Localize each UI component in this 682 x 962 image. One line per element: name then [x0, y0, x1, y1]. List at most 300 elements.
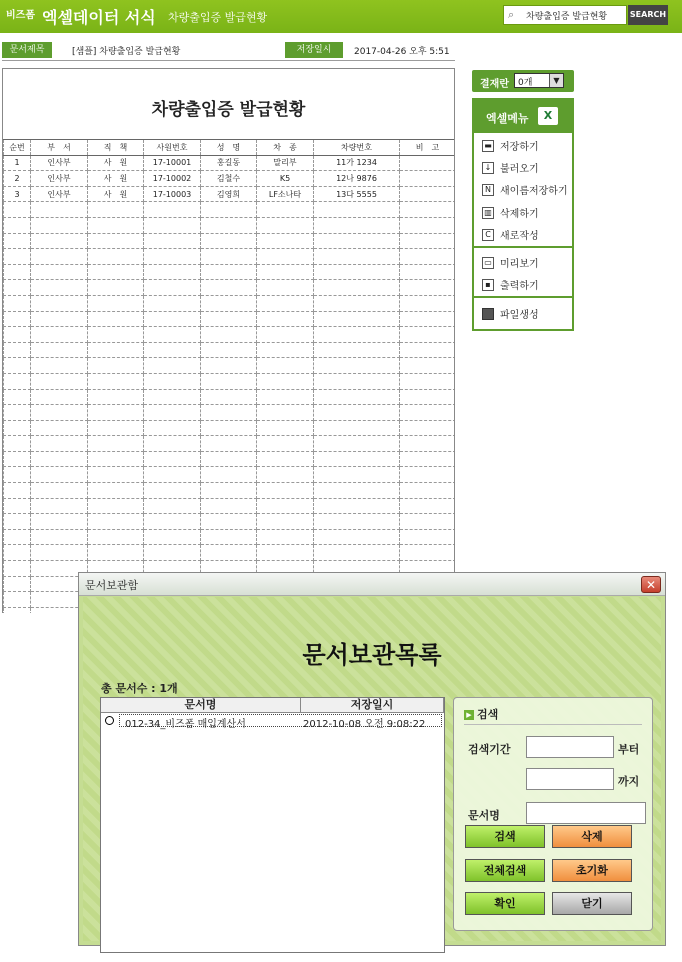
table-cell[interactable] [31, 373, 88, 389]
trash-icon: ▥ [482, 207, 494, 219]
table-cell[interactable] [88, 483, 144, 499]
menu-item-load[interactable] [482, 160, 539, 178]
table-cell[interactable] [314, 514, 400, 530]
menu-item-print[interactable] [482, 277, 539, 295]
new-doc-icon: C [482, 229, 494, 241]
menu-item-save-as[interactable] [482, 182, 568, 200]
table-row [4, 373, 456, 389]
to-suffix: 까지 [618, 775, 640, 788]
table-cell[interactable] [201, 217, 257, 233]
menu-divider [474, 296, 572, 298]
table-cell[interactable] [314, 405, 400, 421]
table-cell[interactable] [201, 467, 257, 483]
close-button[interactable]: 닫기 [552, 892, 632, 915]
table-cell[interactable] [314, 451, 400, 467]
table-cell[interactable] [400, 327, 456, 343]
table-cell[interactable] [314, 358, 400, 374]
table-cell[interactable]: 김철수 [201, 171, 257, 187]
table-cell[interactable] [400, 467, 456, 483]
table-cell[interactable] [144, 514, 201, 530]
menu-item-new[interactable] [482, 227, 539, 245]
table-cell[interactable] [31, 280, 88, 296]
close-icon[interactable]: ✕ [641, 576, 661, 593]
table-cell[interactable] [314, 389, 400, 405]
table-cell[interactable] [144, 249, 201, 265]
document-name-field[interactable] [526, 802, 646, 824]
table-cell[interactable] [257, 498, 314, 514]
menu-item-label: 새이름저장하기 [500, 186, 568, 197]
table-cell[interactable]: LF소나타 [257, 186, 314, 202]
table-cell[interactable] [201, 358, 257, 374]
table-cell[interactable] [88, 327, 144, 343]
table-cell[interactable] [400, 233, 456, 249]
table-cell[interactable]: 인사부 [31, 171, 88, 187]
table-cell[interactable] [201, 498, 257, 514]
table-cell[interactable] [31, 202, 88, 218]
table-cell[interactable] [88, 373, 144, 389]
table-cell[interactable] [257, 295, 314, 311]
table-cell[interactable] [144, 202, 201, 218]
table-cell[interactable] [314, 264, 400, 280]
table-cell[interactable] [314, 342, 400, 358]
sheet-title: 차량출입증 발급현황 [151, 100, 306, 120]
table-cell[interactable] [257, 483, 314, 499]
table-cell[interactable] [4, 295, 31, 311]
dialog-heading: 문서보관목록 [302, 641, 442, 669]
table-cell[interactable] [88, 498, 144, 514]
table-cell[interactable] [4, 342, 31, 358]
table-cell[interactable] [201, 327, 257, 343]
table-cell[interactable]: K5 [257, 171, 314, 187]
delete-button[interactable]: 삭제 [552, 825, 632, 848]
table-row [4, 514, 456, 530]
document-list[interactable] [100, 697, 445, 953]
table-cell[interactable] [88, 436, 144, 452]
table-cell[interactable]: 13다 5555 [314, 186, 400, 202]
table-cell[interactable] [88, 545, 144, 561]
save-date-label: 저장일시 [285, 42, 343, 58]
table-cell[interactable] [88, 202, 144, 218]
table-cell[interactable] [314, 280, 400, 296]
table-row [4, 155, 456, 171]
table-cell[interactable]: 17-10003 [144, 186, 201, 202]
table-cell[interactable]: 김영희 [201, 186, 257, 202]
table-cell[interactable] [4, 389, 31, 405]
table-cell[interactable] [201, 436, 257, 452]
table-cell[interactable] [31, 405, 88, 421]
table-cell[interactable] [4, 545, 31, 561]
table-cell[interactable] [400, 436, 456, 452]
document-date: 2012-10-08 오전 9:08:22 [303, 719, 426, 730]
table-cell[interactable] [88, 529, 144, 545]
table-cell[interactable] [88, 295, 144, 311]
table-cell[interactable] [4, 327, 31, 343]
table-cell[interactable] [257, 529, 314, 545]
table-cell[interactable] [257, 327, 314, 343]
table-cell[interactable] [4, 373, 31, 389]
table-cell[interactable] [400, 186, 456, 202]
table-cell[interactable] [201, 373, 257, 389]
save-icon: ▬ [482, 140, 494, 152]
search-button[interactable]: 검색 [465, 825, 545, 848]
document-archive-dialog [78, 572, 666, 946]
table-cell[interactable] [144, 467, 201, 483]
table-cell[interactable] [314, 217, 400, 233]
folder-icon [482, 308, 494, 320]
table-cell[interactable] [257, 389, 314, 405]
table-cell[interactable] [88, 249, 144, 265]
table-cell[interactable] [144, 295, 201, 311]
table-cell[interactable] [4, 592, 31, 608]
radio-button[interactable] [105, 716, 114, 725]
search-all-button[interactable]: 전체검색 [465, 859, 545, 882]
search-button[interactable]: SEARCH [628, 5, 668, 25]
table-cell[interactable] [88, 217, 144, 233]
table-cell[interactable] [314, 420, 400, 436]
table-cell[interactable] [4, 420, 31, 436]
table-row [4, 295, 456, 311]
table-cell[interactable] [314, 483, 400, 499]
table-cell[interactable] [257, 420, 314, 436]
table-cell[interactable] [314, 249, 400, 265]
table-cell[interactable] [201, 514, 257, 530]
table-cell[interactable] [31, 529, 88, 545]
table-cell[interactable] [31, 436, 88, 452]
table-cell[interactable] [257, 280, 314, 296]
table-row [4, 342, 456, 358]
date-to-field[interactable] [526, 768, 614, 790]
table-row [4, 202, 456, 218]
column-header[interactable]: 차 종 [257, 140, 314, 156]
table-cell[interactable] [400, 280, 456, 296]
table-cell[interactable] [144, 545, 201, 561]
table-cell[interactable] [314, 327, 400, 343]
table-cell[interactable] [31, 467, 88, 483]
table-cell[interactable] [144, 451, 201, 467]
table-cell[interactable] [4, 436, 31, 452]
table-cell[interactable] [201, 389, 257, 405]
column-header[interactable]: 성 명 [201, 140, 257, 156]
menu-item-label: 저장하기 [500, 142, 539, 153]
approval-select[interactable] [514, 73, 564, 88]
table-cell[interactable] [201, 233, 257, 249]
table-cell[interactable] [4, 451, 31, 467]
table-cell[interactable] [88, 405, 144, 421]
table-cell[interactable] [4, 249, 31, 265]
table-cell[interactable]: 2 [4, 171, 31, 187]
table-cell[interactable] [144, 498, 201, 514]
table-cell[interactable] [314, 202, 400, 218]
date-from-field[interactable] [526, 736, 614, 758]
table-cell[interactable] [400, 451, 456, 467]
table-cell[interactable] [31, 545, 88, 561]
table-cell[interactable]: 12나 9876 [314, 171, 400, 187]
app-title: 엑셀데이터 서식 [42, 8, 156, 27]
table-cell[interactable] [257, 233, 314, 249]
doc-title-value: [샘플] 차량출입증 발급현황 [72, 47, 181, 57]
table-cell[interactable] [400, 483, 456, 499]
table-cell[interactable] [257, 405, 314, 421]
table-cell[interactable] [31, 420, 88, 436]
search-panel-title: 검색 [477, 708, 499, 721]
table-cell[interactable]: 17-10002 [144, 171, 201, 187]
table-cell[interactable] [144, 342, 201, 358]
search-icon: ⌕ [508, 8, 515, 21]
menu-item-create-file[interactable] [482, 306, 539, 324]
table-cell[interactable] [144, 436, 201, 452]
table-cell[interactable] [257, 436, 314, 452]
table-cell[interactable] [88, 451, 144, 467]
column-header[interactable]: 사원번호 [144, 140, 201, 156]
table-cell[interactable] [88, 233, 144, 249]
table-cell[interactable] [4, 217, 31, 233]
ok-button[interactable]: 확인 [465, 892, 545, 915]
table-cell[interactable]: 17-10001 [144, 155, 201, 171]
table-cell[interactable] [257, 373, 314, 389]
table-cell[interactable] [88, 342, 144, 358]
table-cell[interactable] [400, 202, 456, 218]
table-cell[interactable] [400, 373, 456, 389]
document-name: 012-34_비즈폼 매입계산서 [125, 719, 246, 730]
approval-label: 결재란 [480, 79, 509, 90]
table-cell[interactable] [201, 202, 257, 218]
table-cell[interactable] [31, 311, 88, 327]
table-cell[interactable] [201, 545, 257, 561]
table-cell[interactable] [31, 483, 88, 499]
table-cell[interactable] [4, 561, 31, 577]
table-cell[interactable]: 1 [4, 155, 31, 171]
menu-item-save[interactable] [482, 138, 539, 156]
excel-icon: X [538, 107, 558, 125]
table-cell[interactable] [88, 420, 144, 436]
table-cell[interactable] [257, 358, 314, 374]
monitor-icon: ▭ [482, 257, 494, 269]
save-as-icon: N [482, 184, 494, 196]
table-row [4, 389, 456, 405]
table-cell[interactable] [144, 373, 201, 389]
table-cell[interactable] [201, 483, 257, 499]
search-panel-header [464, 706, 498, 722]
table-cell[interactable] [201, 249, 257, 265]
table-cell[interactable] [31, 264, 88, 280]
table-cell[interactable] [144, 389, 201, 405]
table-cell[interactable] [31, 451, 88, 467]
info-divider [2, 60, 455, 61]
table-row [4, 327, 456, 343]
table-cell[interactable] [4, 529, 31, 545]
table-cell[interactable] [314, 373, 400, 389]
excel-menu-title: 엑셀메뉴 [486, 112, 529, 125]
table-cell[interactable] [31, 327, 88, 343]
table-cell[interactable] [88, 514, 144, 530]
dialog-title-bar [79, 573, 665, 596]
table-row [4, 249, 456, 265]
table-cell[interactable] [88, 264, 144, 280]
table-cell[interactable] [400, 342, 456, 358]
table-cell[interactable] [144, 311, 201, 327]
table-cell[interactable] [314, 529, 400, 545]
search-input-value: 차량출입증 발급현황 [526, 12, 608, 22]
table-cell[interactable] [201, 451, 257, 467]
table-cell[interactable] [400, 514, 456, 530]
table-cell[interactable]: 사 원 [88, 155, 144, 171]
table-cell[interactable] [4, 498, 31, 514]
table-cell[interactable] [201, 342, 257, 358]
table-cell[interactable] [257, 545, 314, 561]
table-cell[interactable] [88, 280, 144, 296]
table-cell[interactable] [4, 233, 31, 249]
table-cell[interactable] [314, 295, 400, 311]
table-cell[interactable] [31, 233, 88, 249]
table-cell[interactable]: 홍길동 [201, 155, 257, 171]
column-header[interactable]: 직 책 [88, 140, 144, 156]
table-cell[interactable] [31, 249, 88, 265]
table-cell[interactable] [144, 420, 201, 436]
table-cell[interactable] [257, 311, 314, 327]
menu-item-label: 파일생성 [500, 310, 539, 321]
table-cell[interactable] [314, 498, 400, 514]
table-cell[interactable] [400, 249, 456, 265]
table-cell[interactable] [4, 264, 31, 280]
table-cell[interactable] [400, 171, 456, 187]
table-cell[interactable] [400, 295, 456, 311]
table-cell[interactable] [144, 483, 201, 499]
table-cell[interactable] [31, 514, 88, 530]
table-header-row [4, 140, 456, 156]
table-cell[interactable] [4, 607, 31, 613]
table-cell[interactable] [88, 467, 144, 483]
table-cell[interactable] [4, 483, 31, 499]
table-cell[interactable]: 인사부 [31, 155, 88, 171]
page-subtitle: 차량출입증 발급현황 [168, 11, 268, 24]
table-cell[interactable] [4, 576, 31, 592]
table-cell[interactable] [201, 264, 257, 280]
table-cell[interactable] [257, 249, 314, 265]
table-cell[interactable] [31, 389, 88, 405]
table-cell[interactable] [31, 498, 88, 514]
table-cell[interactable] [201, 529, 257, 545]
table-cell[interactable] [201, 295, 257, 311]
table-cell[interactable]: 인사부 [31, 186, 88, 202]
table-row [4, 436, 456, 452]
table-cell[interactable]: 말리부 [257, 155, 314, 171]
table-cell[interactable] [4, 311, 31, 327]
table-row [4, 498, 456, 514]
chevron-down-icon[interactable]: ▼ [549, 74, 563, 87]
column-header[interactable]: 부 서 [31, 140, 88, 156]
menu-item-preview[interactable] [482, 255, 539, 273]
table-cell[interactable] [314, 467, 400, 483]
column-header[interactable]: 비 고 [400, 140, 456, 156]
table-cell[interactable] [314, 545, 400, 561]
table-row [4, 217, 456, 233]
table-cell[interactable] [4, 467, 31, 483]
table-cell[interactable] [144, 358, 201, 374]
table-cell[interactable] [4, 405, 31, 421]
table-cell[interactable] [314, 436, 400, 452]
table-cell[interactable] [314, 233, 400, 249]
table-cell[interactable] [144, 327, 201, 343]
table-row [4, 311, 456, 327]
table-cell[interactable] [88, 389, 144, 405]
table-cell[interactable] [400, 389, 456, 405]
list-item[interactable] [101, 714, 444, 728]
table-cell[interactable] [144, 264, 201, 280]
table-cell[interactable] [257, 217, 314, 233]
table-cell[interactable] [88, 311, 144, 327]
column-header[interactable]: 순번 [4, 140, 31, 156]
reset-button[interactable]: 초기화 [552, 859, 632, 882]
table-cell[interactable] [4, 358, 31, 374]
table-cell[interactable] [257, 467, 314, 483]
table-cell[interactable] [400, 420, 456, 436]
table-cell[interactable]: 사 원 [88, 171, 144, 187]
column-header-date[interactable]: 저장일시 [301, 698, 444, 712]
table-cell[interactable] [257, 264, 314, 280]
period-label: 검색기간 [468, 743, 511, 756]
table-cell[interactable] [257, 342, 314, 358]
table-cell[interactable] [4, 202, 31, 218]
table-cell[interactable] [4, 280, 31, 296]
table-cell[interactable] [257, 202, 314, 218]
table-cell[interactable] [31, 217, 88, 233]
column-header[interactable]: 차량번호 [314, 140, 400, 156]
approval-select-value: 0개 [518, 78, 533, 88]
search-input[interactable] [503, 5, 627, 25]
table-cell[interactable]: 사 원 [88, 186, 144, 202]
table-cell[interactable] [201, 280, 257, 296]
table-cell[interactable] [400, 358, 456, 374]
table-cell[interactable] [31, 358, 88, 374]
table-cell[interactable] [31, 295, 88, 311]
approval-panel [472, 70, 574, 92]
column-header-name[interactable]: 문서명 [101, 698, 301, 712]
table-cell[interactable] [400, 498, 456, 514]
table-cell[interactable] [144, 529, 201, 545]
table-cell[interactable] [400, 529, 456, 545]
table-cell[interactable]: 3 [4, 186, 31, 202]
table-cell[interactable] [314, 311, 400, 327]
excel-menu-header [474, 100, 572, 133]
table-cell[interactable] [144, 217, 201, 233]
table-cell[interactable] [400, 311, 456, 327]
table-cell[interactable] [4, 514, 31, 530]
table-row [4, 186, 456, 202]
table-cell[interactable] [201, 405, 257, 421]
table-cell[interactable] [400, 405, 456, 421]
table-cell[interactable] [400, 545, 456, 561]
table-cell[interactable] [88, 358, 144, 374]
table-row [4, 264, 456, 280]
table-cell[interactable] [144, 280, 201, 296]
spreadsheet [2, 68, 455, 613]
table-cell[interactable] [31, 342, 88, 358]
menu-item-delete[interactable] [482, 205, 539, 223]
table-cell[interactable] [400, 155, 456, 171]
table-cell[interactable] [201, 311, 257, 327]
table-cell[interactable] [400, 264, 456, 280]
table-cell[interactable] [257, 451, 314, 467]
table-cell[interactable] [400, 217, 456, 233]
table-cell[interactable]: 11가 1234 [314, 155, 400, 171]
table-cell[interactable] [201, 420, 257, 436]
menu-item-label: 미리보기 [500, 259, 539, 270]
table-cell[interactable] [144, 233, 201, 249]
document-list-header [101, 698, 444, 713]
table-cell[interactable] [257, 514, 314, 530]
table-cell[interactable] [144, 405, 201, 421]
search-panel-divider [464, 724, 642, 725]
